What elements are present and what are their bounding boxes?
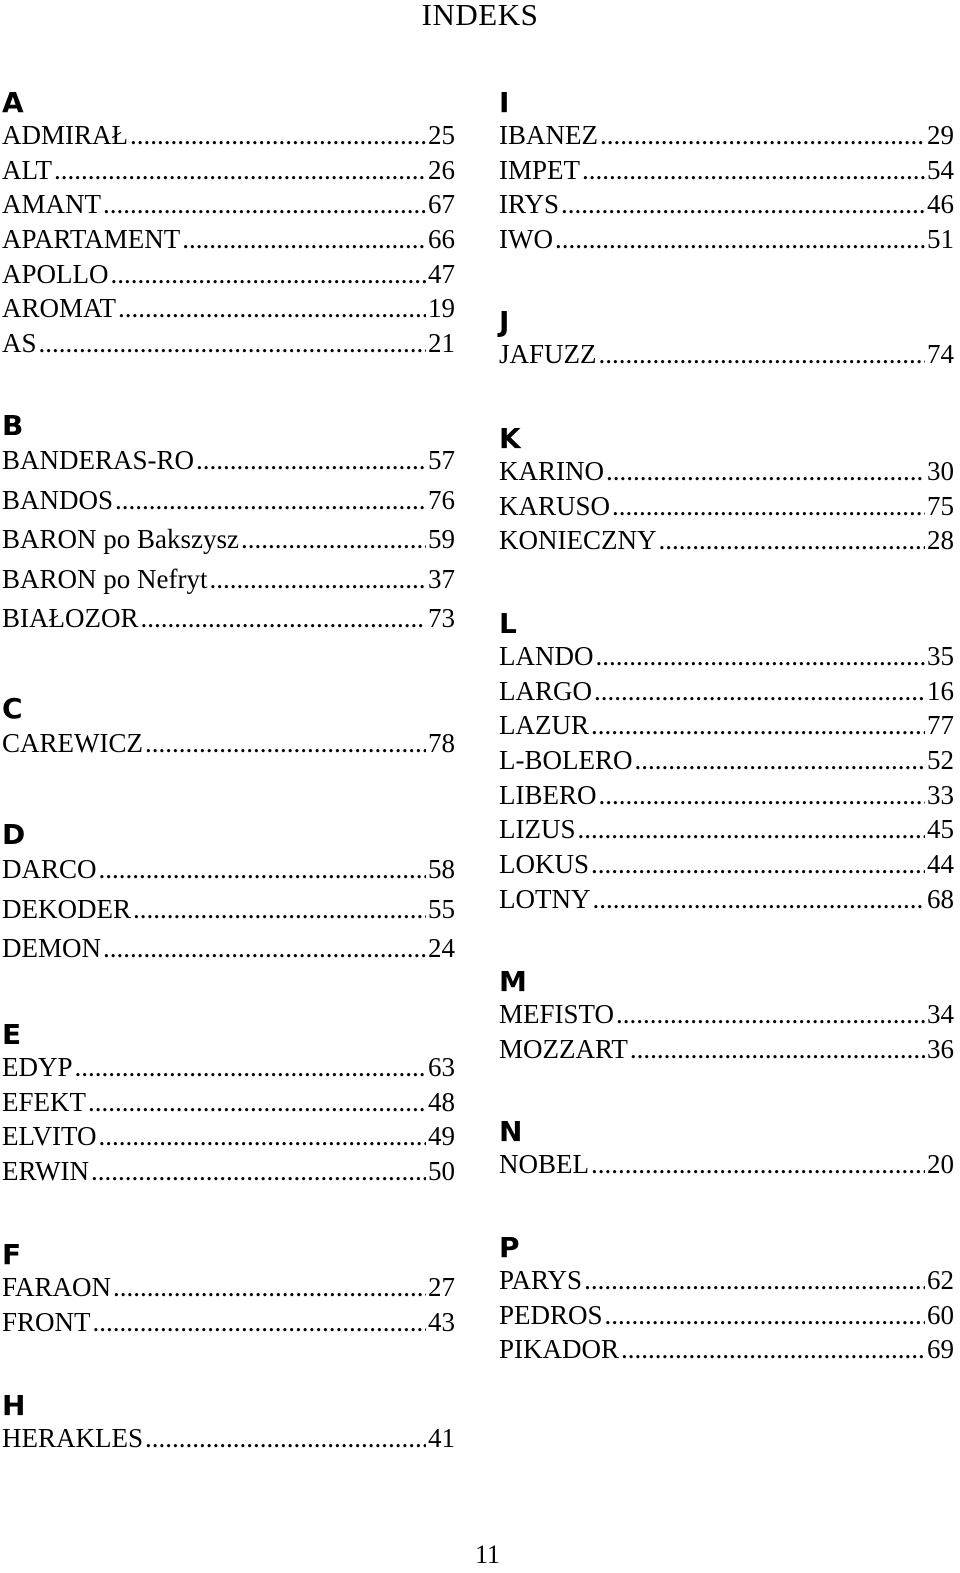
index-entry <box>499 1147 954 1182</box>
entry-page-number: 73 <box>428 603 455 633</box>
section-letter: J <box>499 305 510 338</box>
dot-leader <box>599 778 926 813</box>
index-entry <box>2 850 455 890</box>
entry-page-number: 78 <box>428 728 455 758</box>
entry-name: FARAON <box>2 1272 112 1302</box>
dot-leader <box>584 1263 925 1298</box>
entry-name: PEDROS <box>499 1299 603 1330</box>
dot-leader <box>630 1032 925 1067</box>
index-section-d <box>2 820 455 969</box>
section-letter: K <box>499 422 521 455</box>
index-entry <box>2 1154 455 1189</box>
entry-page-number: 59 <box>428 524 455 554</box>
entry-page-number: 20 <box>927 1149 954 1179</box>
section-letter: I <box>499 86 510 119</box>
entry-name: KARUSO <box>499 490 611 521</box>
index-section-h <box>2 1391 455 1456</box>
entry-page-number: 51 <box>927 224 954 255</box>
entry-page-number: 47 <box>428 258 455 289</box>
entry-page-number: 41 <box>428 1423 455 1453</box>
entry-page-number: 24 <box>428 933 455 963</box>
index-entry <box>2 1050 455 1085</box>
dot-leader <box>103 187 426 222</box>
dot-leader <box>133 890 426 930</box>
dot-leader <box>130 118 426 153</box>
entry-name: KARINO <box>499 456 604 486</box>
entry-name: EFEKT <box>2 1086 86 1117</box>
dot-leader <box>196 441 426 481</box>
entry-name: BARON po Nefryt <box>2 563 208 594</box>
index-entry <box>499 153 954 188</box>
dot-leader <box>182 222 426 257</box>
index-section-f <box>2 1240 455 1339</box>
dot-leader <box>599 337 925 372</box>
index-section-m <box>499 967 954 1066</box>
index-entry <box>499 1263 954 1298</box>
entry-page-number: 46 <box>927 189 954 220</box>
entry-name: L-BOLERO <box>499 745 633 776</box>
index-entry <box>2 1305 455 1340</box>
entry-page-number: 45 <box>927 814 954 845</box>
index-entry <box>2 481 455 521</box>
dot-leader <box>39 326 426 361</box>
index-entry <box>499 639 954 674</box>
dot-leader <box>606 454 925 489</box>
entry-name: ERWIN <box>2 1156 89 1187</box>
entry-name: BANDOS <box>2 484 114 515</box>
section-letter: F <box>2 1238 22 1271</box>
index-entry <box>2 1085 455 1120</box>
dot-leader <box>91 1154 426 1189</box>
dot-leader <box>621 1332 925 1367</box>
entry-name: AMANT <box>2 189 101 220</box>
entry-name: AROMAT <box>2 293 117 324</box>
entry-page-number: 62 <box>927 1265 954 1295</box>
dot-leader <box>75 1050 426 1085</box>
entry-page-number: 34 <box>927 999 954 1029</box>
section-letter: E <box>2 1018 22 1051</box>
entry-name: EDYP <box>2 1052 73 1082</box>
index-entry <box>499 1298 954 1333</box>
index-entry <box>499 847 954 882</box>
entry-name: MEFISTO <box>499 999 615 1029</box>
dot-leader <box>612 489 925 524</box>
dot-leader <box>578 812 926 847</box>
index-entry <box>2 291 455 326</box>
entry-name: LIZUS <box>499 814 576 845</box>
entry-page-number: 37 <box>428 563 455 594</box>
dot-leader <box>600 118 925 153</box>
entry-name: APARTAMENT <box>2 224 181 255</box>
entry-page-number: 57 <box>428 445 455 475</box>
index-entry <box>2 520 455 560</box>
dot-leader <box>115 481 426 521</box>
entry-page-number: 35 <box>927 641 954 671</box>
index-entry <box>499 337 954 372</box>
entry-name: DEMON <box>2 933 101 963</box>
dot-leader <box>594 674 925 709</box>
section-letter: H <box>2 1389 26 1422</box>
entry-page-number: 19 <box>428 293 455 324</box>
dot-leader <box>99 1119 427 1154</box>
index-section-k <box>499 424 954 558</box>
index-entry <box>499 222 954 257</box>
entry-page-number: 76 <box>428 484 455 515</box>
index-entry <box>499 1032 954 1067</box>
index-entry <box>499 118 954 153</box>
entry-page-number: 54 <box>927 154 954 185</box>
entry-page-number: 66 <box>428 224 455 255</box>
dot-leader <box>88 1085 426 1120</box>
dot-leader <box>113 1270 426 1305</box>
dot-leader <box>103 929 426 969</box>
entry-page-number: 28 <box>927 525 954 556</box>
entry-page-number: 43 <box>428 1306 455 1337</box>
entry-page-number: 36 <box>927 1033 954 1064</box>
dot-leader <box>111 257 427 292</box>
entry-name: DEKODER <box>2 893 131 924</box>
index-entry <box>499 882 954 917</box>
entry-page-number: 44 <box>927 849 954 880</box>
entry-page-number: 75 <box>927 490 954 521</box>
index-entry <box>499 523 954 558</box>
index-entry <box>2 257 455 292</box>
entry-page-number: 16 <box>927 675 954 706</box>
entry-name: PIKADOR <box>499 1334 620 1365</box>
entry-name: ELVITO <box>2 1121 97 1152</box>
dot-leader <box>591 708 925 743</box>
entry-page-number: 67 <box>428 189 455 220</box>
entry-page-number: 48 <box>428 1086 455 1117</box>
dot-leader <box>145 1421 426 1456</box>
dot-leader <box>555 222 925 257</box>
index-entry <box>499 454 954 489</box>
index-entry <box>499 778 954 813</box>
dot-leader <box>582 153 925 188</box>
entry-name: KONIECZNY <box>499 525 657 556</box>
index-section-e <box>2 1020 455 1189</box>
index-entry <box>499 489 954 524</box>
index-entry <box>2 929 455 969</box>
entry-name: HERAKLES <box>2 1423 143 1453</box>
dot-leader <box>596 639 926 674</box>
section-letter: L <box>499 607 517 640</box>
index-entry <box>2 890 455 930</box>
section-letter: D <box>2 818 26 851</box>
index-entry <box>2 222 455 257</box>
entry-name: BANDERAS-RO <box>2 445 195 475</box>
section-letter: C <box>2 692 23 725</box>
entry-name: ADMIRAŁ <box>2 120 128 150</box>
index-entry <box>2 560 455 600</box>
entry-page-number: 60 <box>927 1299 954 1330</box>
dot-leader <box>145 724 426 764</box>
section-letter: A <box>2 86 24 119</box>
entry-name: PARYS <box>499 1265 583 1295</box>
entry-name: CAREWICZ <box>2 728 143 758</box>
dot-leader <box>209 560 426 600</box>
entry-name: IRYS <box>499 189 560 220</box>
index-entry <box>499 997 954 1032</box>
entry-page-number: 26 <box>428 154 455 185</box>
entry-name: LOTNY <box>499 883 591 914</box>
entry-page-number: 58 <box>428 854 455 884</box>
dot-leader <box>141 599 427 639</box>
entry-name: LANDO <box>499 641 594 671</box>
entry-name: AS <box>2 328 37 359</box>
dot-leader <box>93 1305 426 1340</box>
index-section-p <box>499 1233 954 1367</box>
index-entry <box>2 187 455 222</box>
entry-page-number: 27 <box>428 1272 455 1302</box>
dot-leader <box>591 847 925 882</box>
section-letter: P <box>499 1231 520 1264</box>
entry-name: FRONT <box>2 1306 91 1337</box>
index-entry <box>2 326 455 361</box>
entry-name: NOBEL <box>499 1149 589 1179</box>
index-section-c <box>2 694 455 764</box>
index-section-b <box>2 411 455 639</box>
entry-page-number: 77 <box>927 710 954 741</box>
index-entry <box>2 118 455 153</box>
entry-page-number: 55 <box>428 893 455 924</box>
dot-leader <box>658 523 925 558</box>
dot-leader <box>634 743 925 778</box>
index-entry <box>499 1332 954 1367</box>
entry-name: JAFUZZ <box>499 339 597 369</box>
page-number: 11 <box>474 1540 501 1569</box>
index-section-l <box>499 609 954 917</box>
entry-page-number: 52 <box>927 745 954 776</box>
dot-leader <box>99 850 426 890</box>
section-letter: B <box>2 409 24 442</box>
index-entry <box>499 708 954 743</box>
entry-name: BARON po Bakszysz <box>2 524 239 554</box>
index-entry <box>2 724 455 764</box>
dot-leader <box>561 187 925 222</box>
entry-name: BIAŁOZOR <box>2 603 139 633</box>
dot-leader <box>591 1147 925 1182</box>
index-entry <box>2 153 455 188</box>
entry-name: IWO <box>499 224 553 255</box>
index-section-n <box>499 1117 954 1182</box>
section-letter: N <box>499 1115 523 1148</box>
entry-name: LIBERO <box>499 779 597 810</box>
entry-name: IMPET <box>499 154 580 185</box>
index-entry <box>2 1421 455 1456</box>
entry-name: IBANEZ <box>499 120 598 150</box>
entry-name: LAZUR <box>499 710 589 741</box>
entry-name: DARCO <box>2 854 97 884</box>
entry-name: ALT <box>2 154 53 185</box>
entry-page-number: 50 <box>428 1156 455 1187</box>
entry-page-number: 30 <box>927 456 954 486</box>
index-entry <box>2 1119 455 1154</box>
dot-leader <box>241 520 426 560</box>
entry-name: LOKUS <box>499 849 590 880</box>
index-entry <box>499 812 954 847</box>
index-entry <box>499 674 954 709</box>
dot-leader <box>605 1298 925 1333</box>
entry-page-number: 33 <box>927 779 954 810</box>
index-section-a <box>2 88 455 361</box>
entry-page-number: 69 <box>927 1334 954 1365</box>
index-entry <box>2 441 455 481</box>
index-entry <box>2 1270 455 1305</box>
index-entry <box>499 743 954 778</box>
entry-page-number: 68 <box>927 883 954 914</box>
entry-name: APOLLO <box>2 258 109 289</box>
index-section-i <box>499 88 954 257</box>
dot-leader <box>616 997 925 1032</box>
index-section-j <box>499 307 954 372</box>
entry-page-number: 21 <box>428 328 455 359</box>
dot-leader <box>592 882 925 917</box>
page-title: INDEKS <box>421 0 539 32</box>
section-letter: M <box>499 965 527 998</box>
index-entry <box>2 599 455 639</box>
entry-page-number: 74 <box>927 339 954 369</box>
entry-page-number: 25 <box>428 120 455 150</box>
dot-leader <box>118 291 426 326</box>
entry-page-number: 63 <box>428 1052 455 1082</box>
entry-name: MOZZART <box>499 1033 628 1064</box>
entry-page-number: 29 <box>927 120 954 150</box>
entry-name: LARGO <box>499 675 592 706</box>
index-entry <box>499 187 954 222</box>
entry-page-number: 49 <box>428 1121 455 1152</box>
dot-leader <box>54 153 426 188</box>
